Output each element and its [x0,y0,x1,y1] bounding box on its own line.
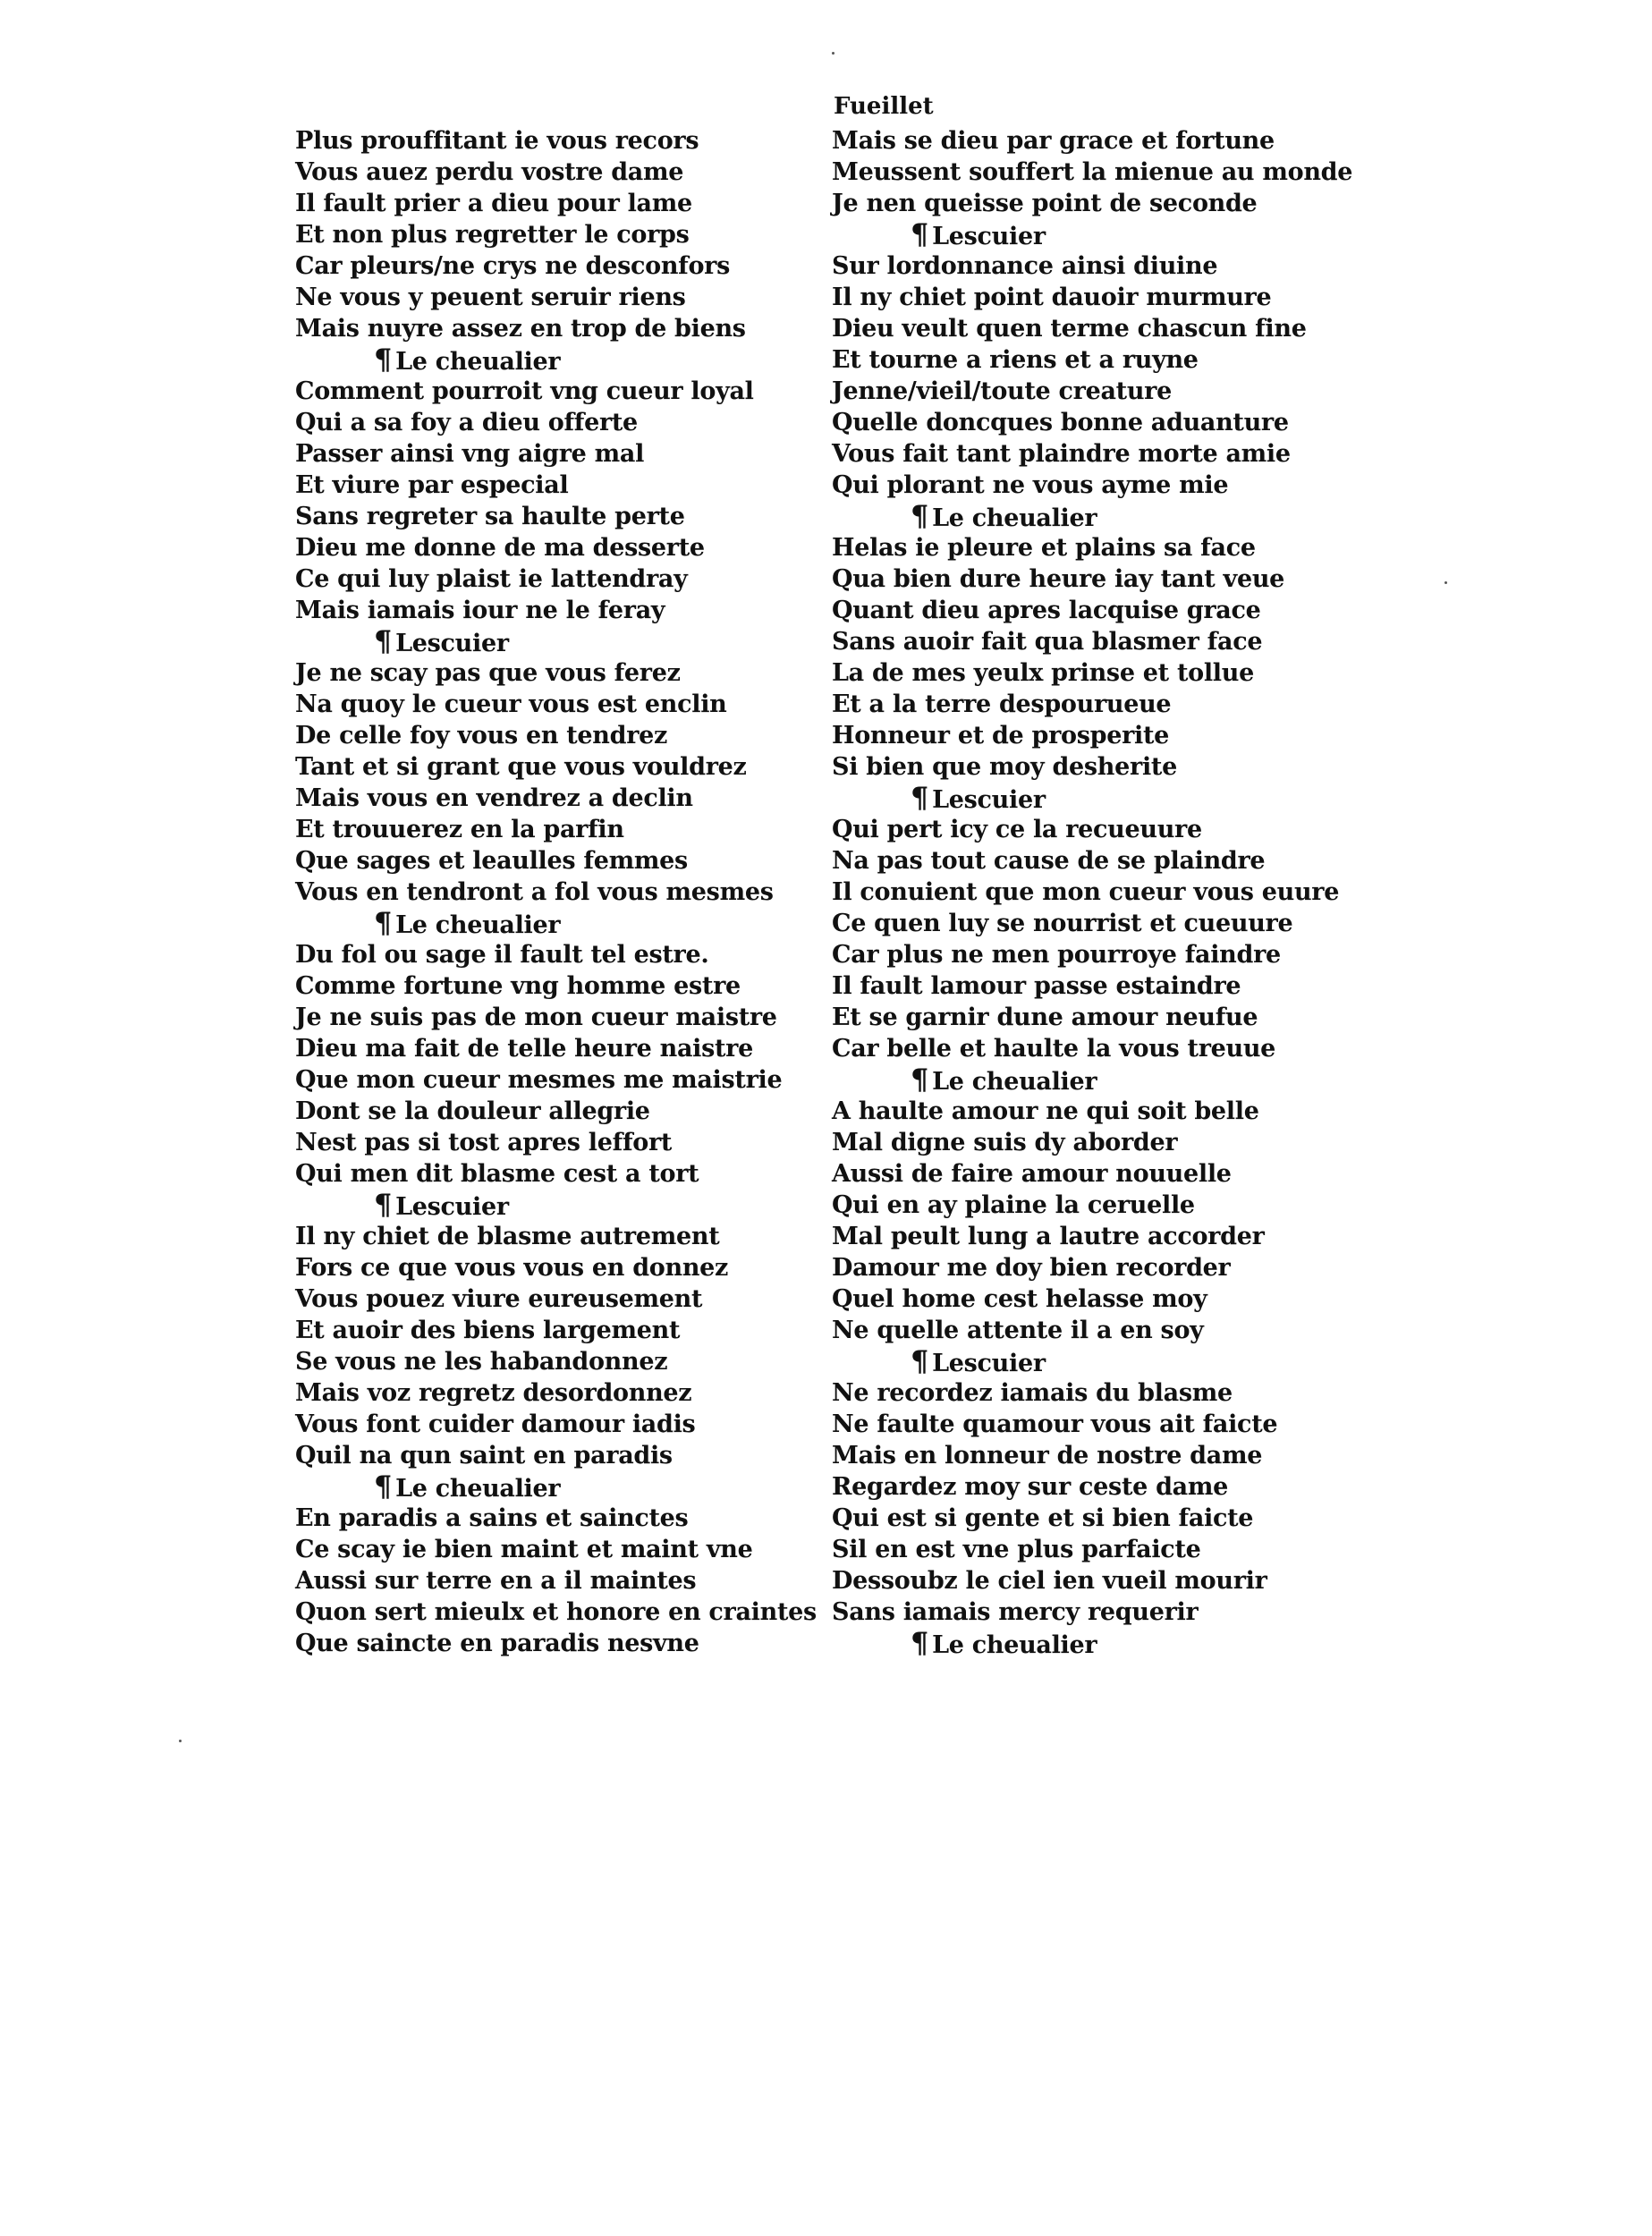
verse-line: Qui pert icy ce la recueuure [832,816,1202,843]
verse-line: Je ne scay pas que vous ferez [295,659,681,687]
speaker-name: Le cheualier [932,504,1097,532]
verse-line: Il fault lamour passe estaindre [832,972,1241,1000]
verse-line: Mais en lonneur de nostre dame [832,1442,1263,1469]
verse-line: Et auoir des biens largement [295,1317,681,1344]
verse-line: Ce qui luy plaist ie lattendray [295,565,688,593]
speaker-name: Lescuier [932,1350,1046,1377]
verse-line: Il fault prier a dieu pour lame [295,190,692,217]
verse-line: En paradis a sains et sainctes [295,1504,689,1532]
speaker-heading [295,908,817,939]
verse-line: Aussi de faire amour nouuelle [832,1160,1232,1188]
verse-line: Qui en ay plaine la ceruelle [832,1191,1195,1219]
verse-line: Dieu ma fait de telle heure naistre [295,1035,753,1063]
print-speck [832,52,834,55]
verse-line: Qui plorant ne vous ayme mie [832,471,1229,499]
verse-line: Qui est si gente et si bien faicte [832,1504,1254,1532]
speaker-heading [832,219,1352,250]
pilcrow-icon: ¶ [911,1626,929,1660]
speaker-name: Le cheualier [395,348,561,376]
verse-line: Il ny chiet point dauoir murmure [832,284,1272,311]
pilcrow-icon: ¶ [911,781,929,815]
verse-line: A haulte amour ne qui soit belle [832,1097,1259,1125]
verse-line: Na pas tout cause de se plaindre [832,847,1266,875]
verse-line: Quon sert mieulx et honore en craintes [295,1598,817,1626]
speaker-heading [832,783,1352,814]
verse-line: Ne recordez iamais du blasme [832,1379,1233,1407]
verse-line: Mais iamais iour ne le feray [295,597,665,624]
verse-line: Dont se la douleur allegrie [295,1097,650,1125]
verse-line: Qui a sa foy a dieu offerte [295,409,638,436]
pilcrow-icon: ¶ [374,1469,393,1503]
verse-line: Quil na qun saint en paradis [295,1442,673,1469]
verse-line: Et se garnir dune amour neufue [832,1004,1258,1031]
verse-line: Vous font cuider damour iadis [295,1410,696,1438]
verse-line: Et non plus regretter le corps [295,221,690,249]
verse-line: Aussi sur terre en a il maintes [295,1567,697,1595]
verse-line: Mais se dieu par grace et fortune [832,127,1275,155]
verse-line: Car plus ne men pourroye faindre [832,941,1281,969]
pilcrow-icon: ¶ [374,343,393,377]
speaker-name: Lescuier [932,223,1046,250]
speaker-heading [832,1346,1352,1377]
verse-line: Et viure par especial [295,471,569,499]
verse-line: Meussent souffert la mienue au monde [832,158,1353,186]
verse-line: Mal peult lung a lautre accorder [832,1223,1265,1250]
speaker-heading [295,344,817,376]
verse-line: Jenne/vieil/toute creature [832,377,1172,405]
left-verse-column [295,125,817,1659]
speaker-heading [832,1064,1352,1096]
verse-line: Je nen queisse point de seconde [832,190,1258,217]
verse-line: Et tourne a riens et a ruyne [832,346,1199,374]
verse-line: Na quoy le cueur vous est enclin [295,690,727,718]
verse-line: Plus prouffitant ie vous recors [295,127,699,155]
verse-line: Et a la terre despourueue [832,690,1172,718]
verse-line: Sans auoir fait qua blasmer face [832,628,1263,656]
verse-line: Sans regreter sa haulte perte [295,503,685,530]
verse-line: Ne quelle attente il a en soy [832,1317,1204,1344]
verse-line: Comment pourroit vng cueur loyal [295,377,754,405]
speaker-heading [295,626,817,657]
verse-line: Vous pouez viure eureusement [295,1285,703,1313]
verse-line: Sil en est vne plus parfaicte [832,1536,1201,1563]
verse-line: Qua bien dure heure iay tant veue [832,565,1285,593]
pilcrow-icon: ¶ [374,906,393,940]
speaker-heading [295,1190,817,1221]
verse-line: Mal digne suis dy aborder [832,1129,1178,1156]
verse-line: Ce quen luy se nourrist et cueuure [832,910,1293,937]
verse-line: Et trouuerez en la parfin [295,816,624,843]
verse-line: Passer ainsi vng aigre mal [295,440,645,468]
verse-line: Quelle doncques bonne aduanture [832,409,1289,436]
verse-line: Ne vous y peuent seruir riens [295,284,686,311]
verse-line: Que sages et leaulles femmes [295,847,688,875]
pilcrow-icon: ¶ [911,1063,929,1097]
verse-line: Tant et si grant que vous vouldrez [295,753,747,781]
print-speck [179,1740,182,1742]
right-verse-column [832,125,1352,1659]
speaker-name: Lescuier [395,1193,509,1221]
speaker-name: Le cheualier [932,1068,1097,1096]
verse-line: Vous auez perdu vostre dame [295,158,684,186]
verse-line: Du fol ou sage il fault tel estre. [295,941,709,969]
verse-line: Si bien que moy desherite [832,753,1177,781]
verse-line: Dieu me donne de ma desserte [295,534,705,562]
verse-line: Quel home cest helasse moy [832,1285,1207,1313]
verse-line: Sur lordonnance ainsi diuine [832,252,1218,280]
speaker-heading [832,501,1352,532]
verse-line: Ne faulte quamour vous ait faicte [832,1410,1278,1438]
speaker-name: Le cheualier [395,1475,561,1503]
verse-line: Se vous ne les habandonnez [295,1348,668,1376]
pilcrow-icon: ¶ [374,1188,393,1222]
speaker-name: Le cheualier [395,911,561,939]
verse-line: Sans iamais mercy requerir [832,1598,1199,1626]
verse-line: Vous en tendront a fol vous mesmes [295,878,774,906]
pilcrow-icon: ¶ [374,624,393,658]
verse-line: Damour me doy bien recorder [832,1254,1231,1282]
speaker-heading [832,1628,1352,1659]
verse-line: Je ne suis pas de mon cueur maistre [295,1004,777,1031]
speaker-name: Lescuier [932,786,1046,814]
verse-line: Nest pas si tost apres leffort [295,1129,673,1156]
pilcrow-icon: ¶ [911,499,929,533]
print-speck [1444,581,1447,584]
verse-line: Fors ce que vous vous en donnez [295,1254,729,1282]
verse-line: Vous fait tant plaindre morte amie [832,440,1291,468]
verse-line: Car pleurs/ne crys ne desconfors [295,252,730,280]
verse-line: Mais nuyre assez en trop de biens [295,315,746,343]
verse-line: Qui men dit blasme cest a tort [295,1160,699,1188]
verse-line: Que saincte en paradis nesvne [295,1630,699,1657]
verse-line: Comme fortune vng homme estre [295,972,741,1000]
verse-line: Dieu veult quen terme chascun fine [832,315,1307,343]
verse-line: Que mon cueur mesmes me maistrie [295,1066,783,1094]
verse-line: Ce scay ie bien maint et maint vne [295,1536,753,1563]
verse-line: Regardez moy sur ceste dame [832,1473,1229,1501]
verse-line: Honneur et de prosperite [832,722,1170,750]
folio-header: Fueillet [834,93,934,120]
verse-line: La de mes yeulx prinse et tollue [832,659,1254,687]
speaker-name: Lescuier [395,630,509,657]
verse-line: Il ny chiet de blasme autrement [295,1223,720,1250]
verse-line: Dessoubz le ciel ien vueil mourir [832,1567,1267,1595]
verse-line: Mais vous en vendrez a declin [295,784,693,812]
verse-line: Helas ie pleure et plains sa face [832,534,1256,562]
pilcrow-icon: ¶ [911,1344,929,1378]
speaker-name: Le cheualier [932,1631,1097,1659]
pilcrow-icon: ¶ [911,217,929,251]
verse-line: Quant dieu apres lacquise grace [832,597,1261,624]
verse-line: Il conuient que mon cueur vous euure [832,878,1340,906]
verse-line: De celle foy vous en tendrez [295,722,668,750]
verse-line: Car belle et haulte la vous treuue [832,1035,1276,1063]
verse-line: Mais voz regretz desordonnez [295,1379,692,1407]
speaker-heading [295,1471,817,1503]
